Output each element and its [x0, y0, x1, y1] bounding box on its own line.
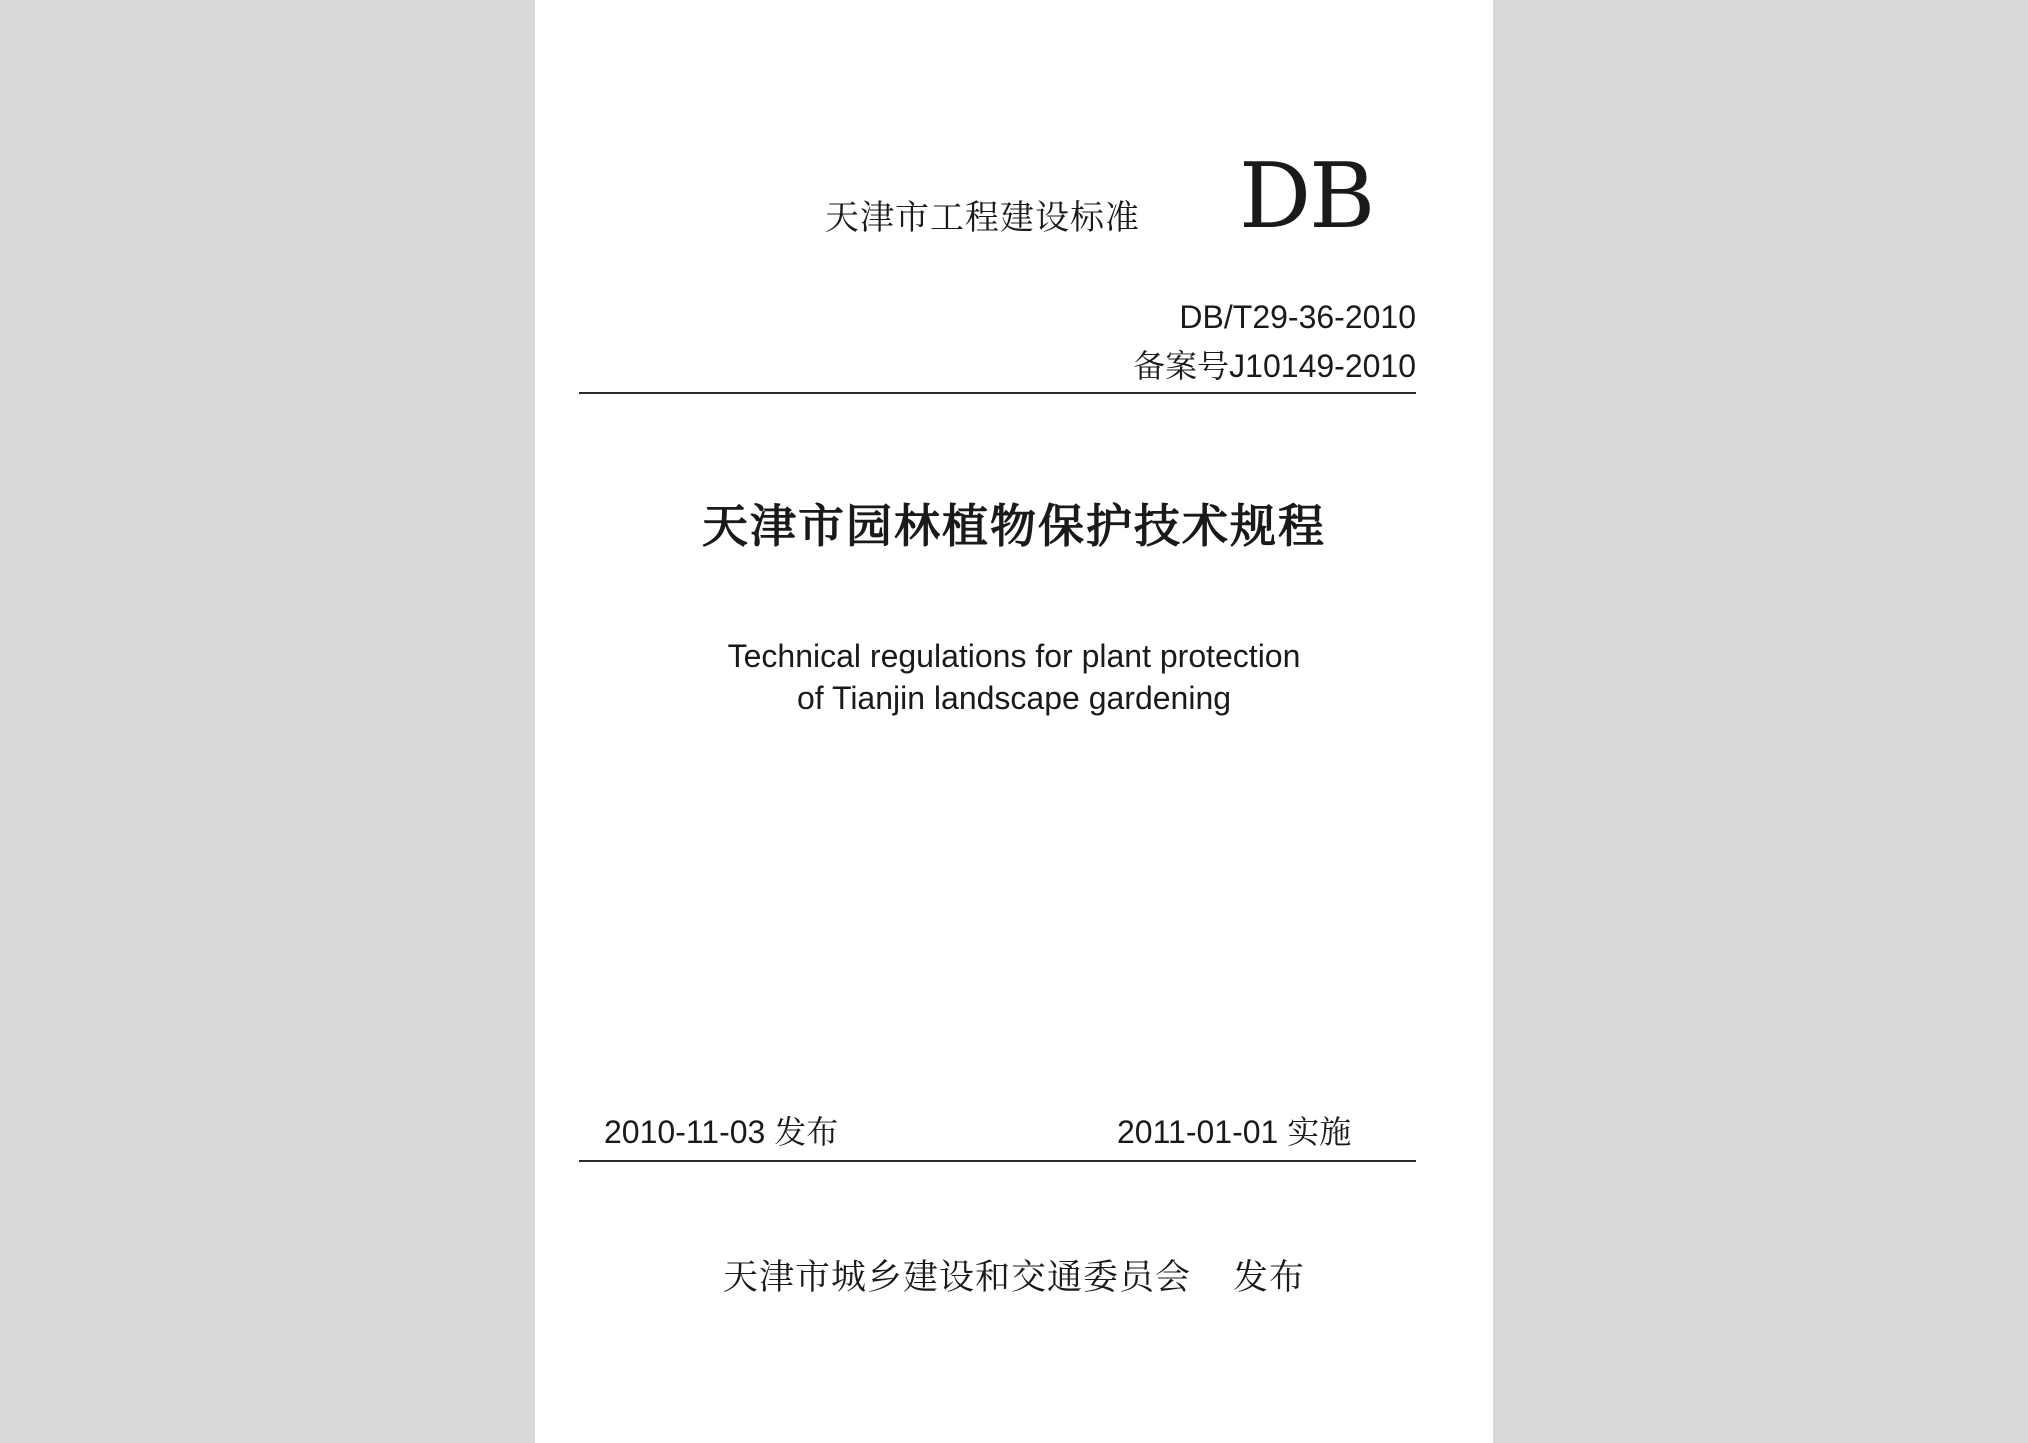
record-prefix: 备案号 — [1133, 347, 1230, 385]
publisher-action: 发布 — [1233, 1258, 1306, 1298]
document-title-english — [535, 635, 1493, 719]
record-number-line — [1133, 341, 1416, 387]
implement-date-line — [1117, 1107, 1351, 1153]
issue-date: 2010-11-03 — [604, 1114, 766, 1150]
issue-date-line — [604, 1107, 838, 1153]
db-mark: DB — [1239, 144, 1374, 249]
title-english-line-1: Technical regulations for plant protection — [727, 638, 1301, 674]
standard-number: DB/T29-36-2010 — [1179, 299, 1416, 335]
standard-series-label: 天津市工程建设标准 — [825, 198, 1140, 238]
implement-date: 2011-01-01 — [1117, 1114, 1279, 1150]
publisher-name: 天津市城乡建设和交通委员会 — [722, 1258, 1191, 1298]
issue-label: 发布 — [774, 1113, 839, 1151]
implement-label: 实施 — [1287, 1113, 1352, 1151]
top-divider — [579, 392, 1416, 394]
document-page — [535, 0, 1493, 1443]
record-number: J10149-2010 — [1229, 348, 1416, 384]
document-title-chinese: 天津市园林植物保护技术规程 — [702, 499, 1326, 553]
publisher-line — [535, 1250, 1493, 1300]
bottom-divider — [579, 1160, 1416, 1162]
title-english-line-2: of Tianjin landscape gardening — [796, 680, 1232, 716]
